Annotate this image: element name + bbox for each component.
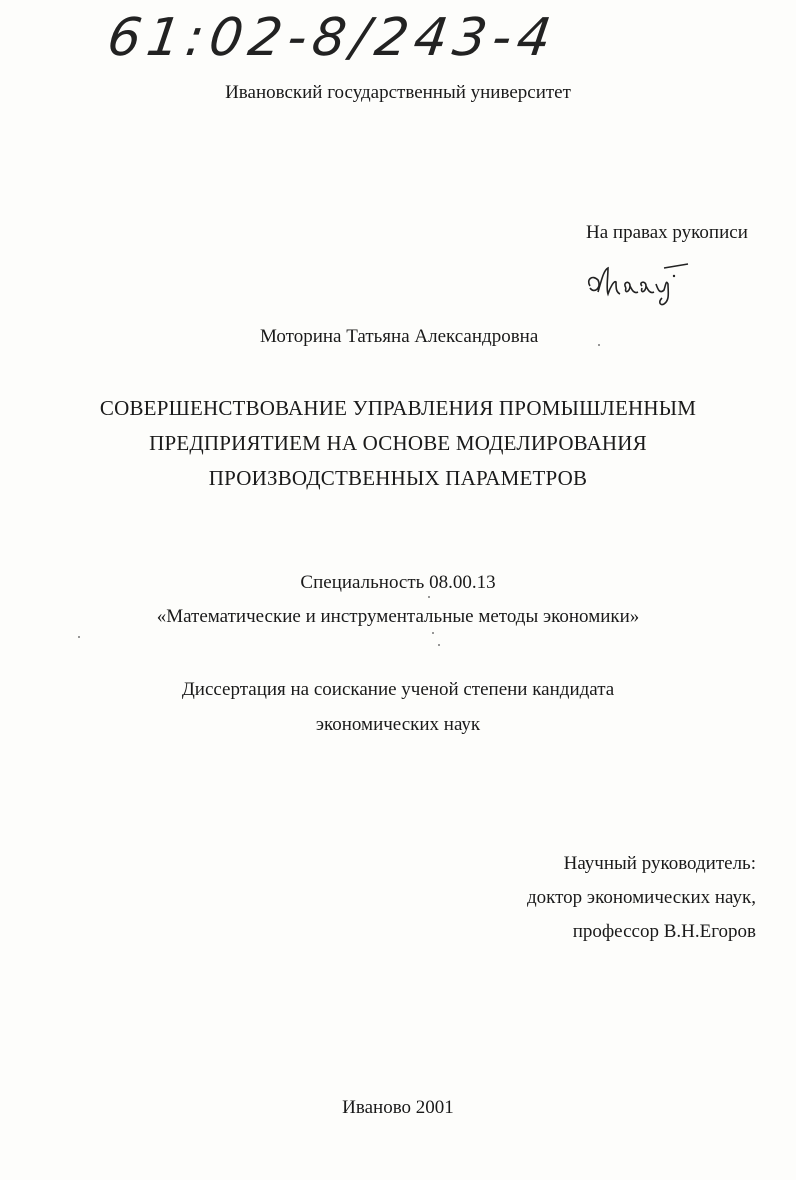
specialty-name: «Математические и инструментальные методы экономики» <box>156 606 640 627</box>
thesis-title-line-3: ПРОИЗВОДСТВЕННЫХ ПАРАМЕТРОВ <box>208 466 588 490</box>
rights-notice: На правах рукописи <box>586 222 748 243</box>
supervisor-label: Научный руководитель: <box>563 853 756 874</box>
author-signature <box>584 258 694 308</box>
dissertation-degree-line-1: Диссертация на соискание ученой степени кандидата <box>181 679 615 700</box>
author-name: Моторина Татьяна Александровна <box>260 326 539 347</box>
scan-speck <box>78 636 80 638</box>
dissertation-degree-line-2: экономических наук <box>315 714 481 735</box>
scan-speck <box>432 632 434 634</box>
scan-speck <box>438 644 440 646</box>
university-name: Ивановский государственный университет <box>225 82 571 103</box>
handwritten-archive-code: 61:02-8/243-4 <box>103 8 561 68</box>
specialty-code: Специальность 08.00.13 <box>300 572 496 593</box>
thesis-title-line-1: СОВЕРШЕНСТВОВАНИЕ УПРАВЛЕНИЯ ПРОМЫШЛЕННЫМ <box>99 396 697 420</box>
thesis-title-line-2: ПРЕДПРИЯТИЕМ НА ОСНОВЕ МОДЕЛИРОВАНИЯ <box>149 431 647 455</box>
scan-speck <box>598 344 600 346</box>
city-year: Иваново 2001 <box>342 1097 454 1118</box>
supervisor-degree: доктор экономических наук, <box>526 887 756 908</box>
scan-speck <box>428 596 430 598</box>
supervisor-name: профессор В.Н.Егоров <box>572 921 756 942</box>
